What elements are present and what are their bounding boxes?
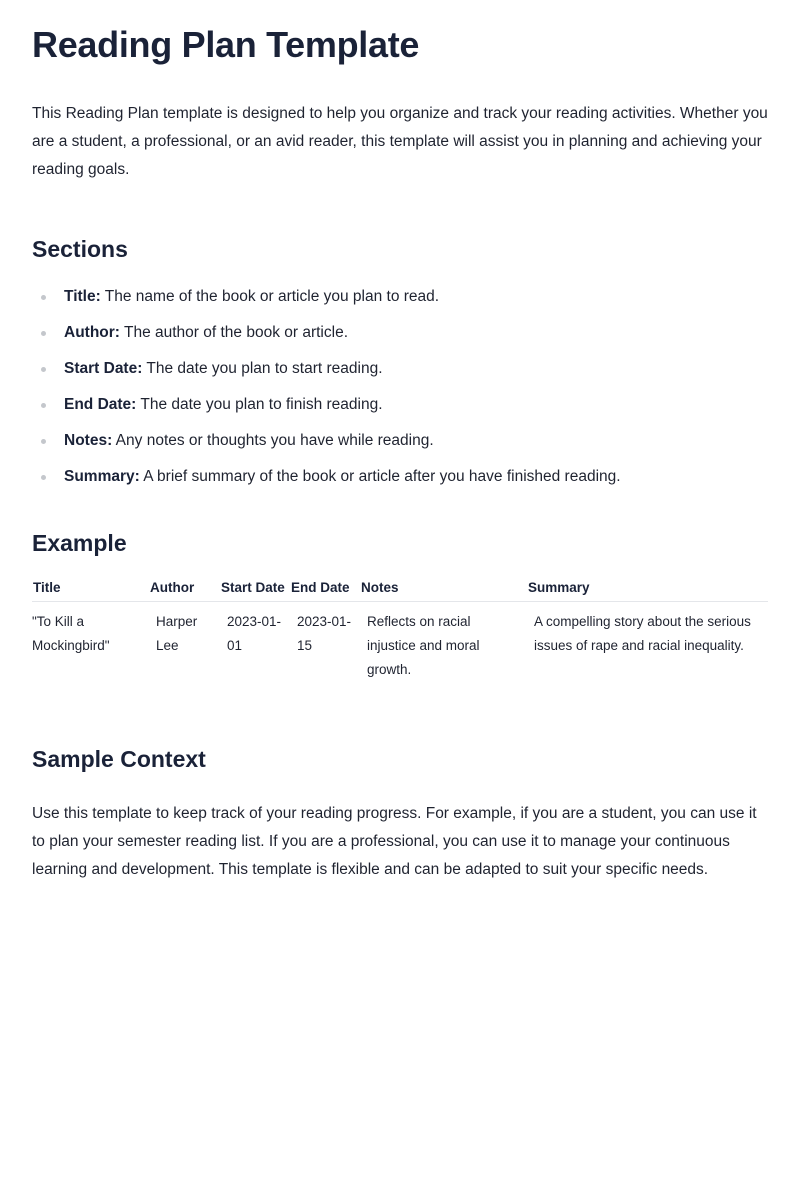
cell-notes: Reflects on racial injustice and moral growth. (367, 614, 480, 677)
table-header-row (32, 572, 768, 602)
example-table (32, 572, 768, 692)
item-description: The date you plan to finish reading. (136, 396, 383, 413)
item-term: Author: (64, 324, 120, 341)
table-row (32, 602, 768, 693)
cell-summary: A compelling story about the serious issues of rape and racial inequality. (534, 614, 751, 653)
bullet-icon (41, 403, 46, 408)
column-header-end-date: End Date (290, 572, 360, 602)
list-item (32, 358, 768, 380)
item-term: Title: (64, 288, 101, 305)
item-term: Start Date: (64, 360, 143, 377)
cell-author: Harper Lee (156, 614, 198, 653)
bullet-icon (41, 331, 46, 336)
sample-context-paragraph: Use this template to keep track of your reading progress. For example, if you are a student, you can use it to plan your semester reading list. If you are a professional, you can use it to manage your continuous learning and development. This template is flexible and can be adapted to suit your specific needs. (32, 805, 757, 878)
column-header-title: Title (32, 572, 149, 602)
sample-context-heading: Sample Context (32, 746, 206, 772)
list-item (32, 286, 768, 308)
list-item (32, 322, 768, 344)
item-term: End Date: (64, 396, 137, 413)
column-header-notes: Notes (360, 572, 527, 602)
bullet-icon (41, 439, 46, 444)
list-item (32, 430, 768, 452)
item-description: The author of the book or article. (119, 324, 348, 341)
item-term: Summary: (64, 468, 140, 485)
bullet-icon (41, 367, 46, 372)
list-item (32, 466, 768, 488)
item-description: Any notes or thoughts you have while reading. (112, 432, 434, 449)
item-description: The name of the book or article you plan to read. (100, 288, 440, 305)
sections-list (32, 286, 768, 488)
intro-paragraph: This Reading Plan template is designed to help you organize and track your reading activities. Whether you are a student, a professional, or an avid reader, this template will assist you in planning and achieving your reading goals. (32, 105, 768, 178)
column-header-author: Author (149, 572, 220, 602)
column-header-summary: Summary (527, 572, 768, 602)
item-description: A brief summary of the book or article after you have finished reading. (139, 468, 621, 485)
cell-end-date: 2023-01-15 (297, 614, 352, 653)
bullet-icon (41, 475, 46, 480)
page-title: Reading Plan Template (32, 24, 420, 65)
item-term: Notes: (64, 432, 113, 449)
item-description: The date you plan to start reading. (142, 360, 383, 377)
cell-title: "To Kill a Mockingbird" (32, 614, 110, 653)
list-item (32, 394, 768, 416)
column-header-start-date: Start Date (220, 572, 290, 602)
cell-start-date: 2023-01-01 (227, 614, 282, 653)
sections-heading: Sections (32, 236, 128, 262)
bullet-icon (41, 295, 46, 300)
example-heading: Example (32, 530, 127, 556)
